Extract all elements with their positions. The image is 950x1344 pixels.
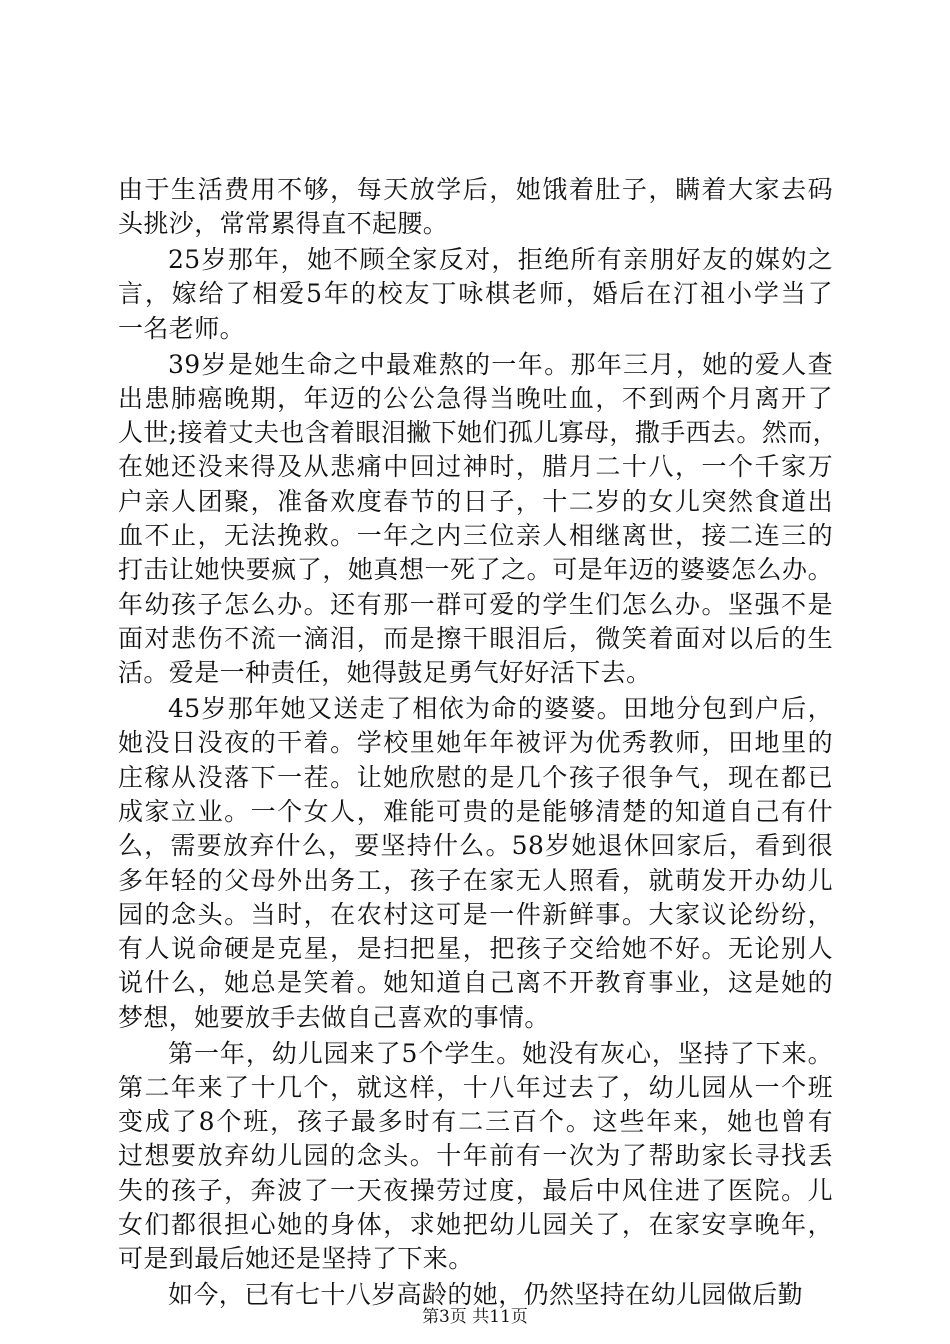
paragraph-first-line: 25岁那年，她不顾全家反对，拒绝所有亲朋好友的媒妁之: [168, 245, 833, 275]
text-line: 变成了8个班，孩子最多时有二三百个。这些年来，她也曾有: [118, 1107, 833, 1137]
text-line: 年幼孩子怎么办。还有那一群可爱的学生们怎么办。坚强不是: [118, 589, 833, 619]
text-line: 多年轻的父母外出务工，孩子在家无人照看，就萌发开办幼儿: [118, 865, 833, 895]
text-line: 人世;接着丈夫也含着眼泪撇下她们孤儿寡母，撒手西去。然而，: [118, 418, 839, 448]
page-number-label: 第3页 共11页: [422, 1307, 528, 1327]
text-line: 过想要放弃幼儿园的念头。十年前有一次为了帮助家长寻找丢: [118, 1141, 833, 1171]
text-line: 女们都很担心她的身体，求她把幼儿园关了，在家安享晚年，: [118, 1210, 833, 1239]
text-line: 成家立业。一个女人，难能可贵的是能够清楚的知道自己有什: [118, 796, 833, 826]
text-line: 么，需要放弃什么，要坚持什么。58岁她退休回家后，看到很: [118, 831, 833, 861]
text-line: 一名老师。: [118, 313, 246, 343]
text-line: 第二年来了十几个，就这样，十八年过去了，幼儿园从一个班: [118, 1072, 833, 1102]
text-line: 血不止，无法挽救。一年之内三位亲人相继离世，接二连三的: [118, 521, 833, 550]
text-line: 在她还没来得及从悲痛中回过神时，腊月二十八，一个千家万: [118, 452, 833, 482]
text-line: 户亲人团聚，准备欢度春节的日子，十二岁的女儿突然食道出: [118, 486, 833, 516]
text-line: 说什么，她总是笑着。她知道自己离不开教育事业，这是她的: [118, 968, 833, 998]
text-line: 庄稼从没落下一茬。让她欣慰的是几个孩子很争气，现在都已: [118, 762, 833, 792]
text-line: 可是到最后她还是坚持了下来。: [118, 1244, 474, 1274]
text-line: 言，嫁给了相爱5年的校友丁咏棋老师，婚后在汀祖小学当了: [118, 279, 833, 309]
text-line: 梦想，她要放手去做自己喜欢的事情。: [118, 1002, 550, 1032]
paragraph-first-line: 如今，已有七十八岁高龄的她，仍然坚持在幼儿园做后勤: [168, 1280, 804, 1310]
text-line: 面对悲伤不流一滴泪，而是擦干眼泪后，微笑着面对以后的生: [118, 623, 833, 653]
text-line: 活。爱是一种责任，她得鼓足勇气好好活下去。: [118, 658, 652, 688]
text-line: 有人说命硬是克星，是扫把星，把孩子交给她不好。无论别人: [118, 934, 833, 964]
paragraph-first-line: 39岁是她生命之中最难熬的一年。那年三月，她的爱人查: [168, 349, 833, 379]
text-line: 园的念头。当时，在农村这可是一件新鲜事。大家议论纷纷，: [118, 899, 833, 929]
page-footer: [0, 1305, 950, 1329]
text-line: 头挑沙，常常累得直不起腰。: [118, 209, 449, 239]
text-line: 由于生活费用不够，每天放学后，她饿着肚子，瞒着大家去码: [118, 175, 833, 204]
paragraph-first-line: 45岁那年她又送走了相依为命的婆婆。田地分包到户后，: [168, 694, 833, 723]
text-line: 出患肺癌晚期，年迈的公公急得当晚吐血，不到两个月离开了: [118, 383, 833, 413]
text-line: 打击让她快要疯了，她真想一死了之。可是年迈的婆婆怎么办。: [118, 555, 833, 585]
text-line: 失的孩子，奔波了一天夜操劳过度，最后中风住进了医院。儿: [118, 1175, 833, 1205]
text-line: 她没日没夜的干着。学校里她年年被评为优秀教师，田地里的: [118, 728, 833, 758]
paragraph-first-line: 第一年，幼儿园来了5个学生。她没有灰心，坚持了下来。: [168, 1038, 833, 1068]
